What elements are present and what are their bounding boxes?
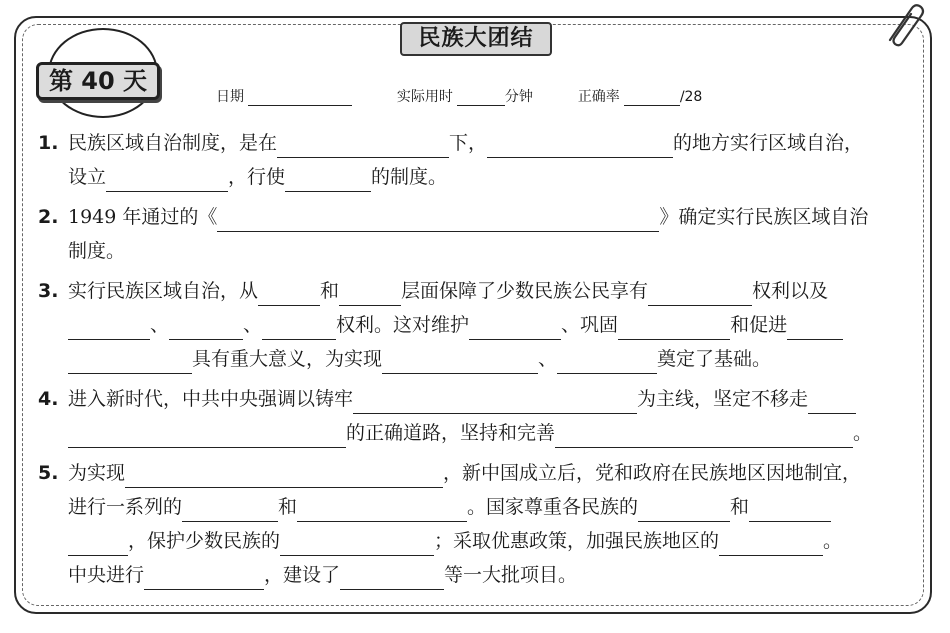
question-text: 权利以及 <box>752 280 829 302</box>
question-text: ，保护少数民族的 <box>128 530 281 552</box>
meta-row <box>216 86 702 106</box>
question-text: 和 <box>730 496 750 518</box>
answer-blank[interactable] <box>68 535 128 556</box>
answer-blank[interactable] <box>68 353 192 374</box>
answer-blank[interactable] <box>787 319 843 340</box>
question-1-line-2 <box>38 162 447 192</box>
question-text: 、 <box>150 314 170 336</box>
question-text: 1949 年通过的《 <box>68 206 218 228</box>
question-5-line-4 <box>38 560 577 590</box>
question-text: 进行一系列的 <box>68 496 183 518</box>
question-text: 和 <box>278 496 298 518</box>
question-5-line-1 <box>38 458 861 488</box>
question-text: 的制度。 <box>371 166 448 188</box>
question-number: 1. <box>38 132 59 154</box>
date-label: 日期 <box>216 89 244 105</box>
question-2-line-2 <box>38 236 125 266</box>
answer-blank[interactable] <box>217 211 659 232</box>
question-number: 2. <box>38 206 59 228</box>
question-5-line-3 <box>38 526 842 556</box>
day-badge <box>36 28 162 118</box>
question-number: 3. <box>38 280 59 302</box>
answer-blank[interactable] <box>144 569 264 590</box>
answer-blank[interactable] <box>469 319 561 340</box>
question-text: 层面保障了少数民族公民享有 <box>401 280 649 302</box>
answer-blank[interactable] <box>68 319 150 340</box>
question-text: 实行民族区域自治，从 <box>68 280 259 302</box>
question-text: 权利。这对维护 <box>336 314 470 336</box>
answer-blank[interactable] <box>618 319 730 340</box>
answer-blank[interactable] <box>68 427 346 448</box>
question-text: ；采取优惠政策，加强民族地区的 <box>434 530 720 552</box>
accuracy-blank[interactable] <box>624 90 680 106</box>
answer-blank[interactable] <box>169 319 243 340</box>
question-text: 下， <box>449 132 488 154</box>
question-2-line-1 <box>38 202 868 232</box>
answer-blank[interactable] <box>182 501 278 522</box>
question-text: ，行使 <box>228 166 286 188</box>
question-text: 为实现 <box>68 462 126 484</box>
time-label: 实际用时 <box>396 89 453 105</box>
question-text: 奠定了基础。 <box>657 348 772 370</box>
answer-blank[interactable] <box>125 467 443 488</box>
question-text: 民族区域自治制度，是在 <box>68 132 278 154</box>
answer-blank[interactable] <box>557 353 657 374</box>
answer-blank[interactable] <box>277 137 449 158</box>
question-text: 的正确道路，坚持和完善 <box>346 422 556 444</box>
question-text: 、巩固 <box>561 314 619 336</box>
answer-blank[interactable] <box>638 501 730 522</box>
question-text: 设立 <box>68 166 107 188</box>
page-title: 民族大团结 <box>400 22 552 56</box>
answer-blank[interactable] <box>555 427 853 448</box>
paperclip-icon <box>878 0 928 50</box>
answer-blank[interactable] <box>106 171 228 192</box>
answer-blank[interactable] <box>749 501 831 522</box>
question-text: 》确定实行民族区域自治 <box>659 206 869 228</box>
answer-blank[interactable] <box>258 285 320 306</box>
answer-blank[interactable] <box>297 501 467 522</box>
answer-blank[interactable] <box>280 535 434 556</box>
answer-blank[interactable] <box>382 353 538 374</box>
question-text: 中央进行 <box>68 564 145 586</box>
answer-blank[interactable] <box>487 137 673 158</box>
question-text: 的地方实行区域自治， <box>673 132 864 154</box>
question-text: 制度。 <box>68 240 126 262</box>
question-text: 具有重大意义，为实现 <box>192 348 383 370</box>
answer-blank[interactable] <box>719 535 823 556</box>
answer-blank[interactable] <box>353 393 637 414</box>
question-text: 。 <box>823 530 843 552</box>
question-1-line-1 <box>38 128 863 158</box>
accuracy-total: /28 <box>679 89 703 105</box>
question-text: 。国家尊重各民族的 <box>467 496 639 518</box>
date-blank[interactable] <box>248 90 352 106</box>
answer-blank[interactable] <box>339 285 401 306</box>
question-5-line-2 <box>38 492 831 522</box>
answer-blank[interactable] <box>262 319 336 340</box>
answer-blank[interactable] <box>340 569 444 590</box>
minutes-label: 分钟 <box>504 89 533 105</box>
question-text: 等一大批项目。 <box>444 564 578 586</box>
answer-blank[interactable] <box>808 393 856 414</box>
question-text: 。 <box>853 422 873 444</box>
question-text: 进入新时代，中共中央强调以铸牢 <box>68 388 354 410</box>
question-text: 和 <box>320 280 340 302</box>
question-4-line-1 <box>38 384 856 414</box>
time-blank[interactable] <box>457 90 505 106</box>
day-badge-label: 第 40 天 <box>36 62 160 100</box>
question-3-line-2 <box>38 310 843 340</box>
question-text: ，建设了 <box>264 564 341 586</box>
question-text: 和促进 <box>730 314 788 336</box>
answer-blank[interactable] <box>285 171 371 192</box>
question-text: 、 <box>538 348 558 370</box>
question-4-line-2 <box>38 418 872 448</box>
question-text: 为主线，坚定不移走 <box>637 388 809 410</box>
question-number: 5. <box>38 462 59 484</box>
question-number: 4. <box>38 388 59 410</box>
question-text: 、 <box>243 314 263 336</box>
question-3-line-1 <box>38 276 828 306</box>
answer-blank[interactable] <box>648 285 752 306</box>
accuracy-label: 正确率 <box>577 89 620 105</box>
question-3-line-3 <box>38 344 771 374</box>
question-text: ，新中国成立后，党和政府在民族地区因地制宜， <box>443 462 862 484</box>
